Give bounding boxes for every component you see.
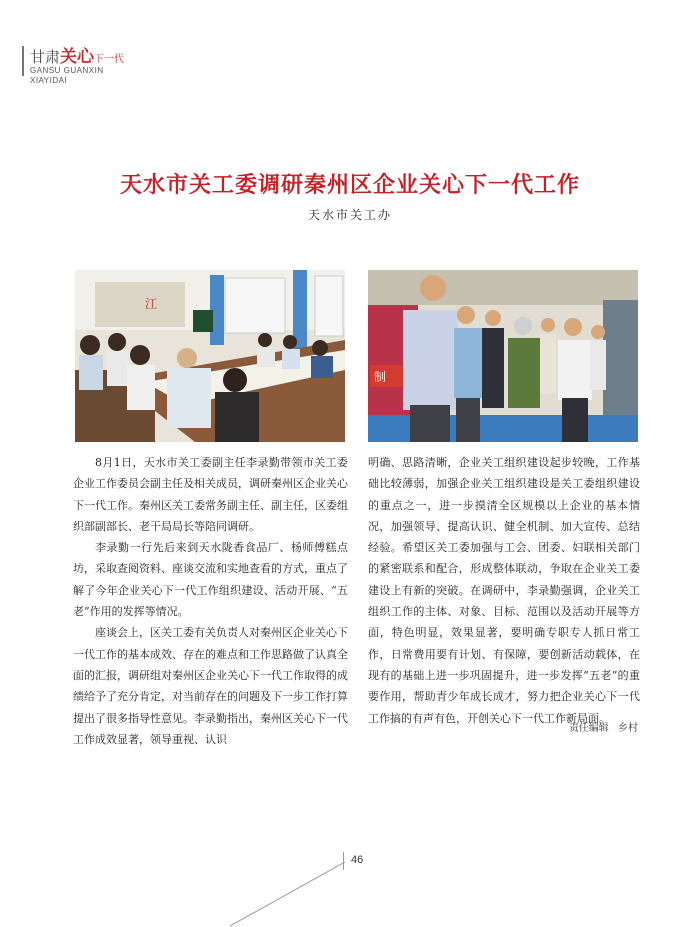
decorative-diagonal-line <box>230 862 350 927</box>
svg-text:江: 江 <box>145 297 158 311</box>
masthead-bar <box>22 46 24 76</box>
masthead-english-line1: GANSU GUANXIN <box>30 66 104 75</box>
svg-text:制: 制 <box>374 370 387 384</box>
article-right-column <box>368 452 640 729</box>
photo-meeting <box>75 270 345 442</box>
logo-part-3: 下一代 <box>94 54 125 65</box>
logo-part-2: 关心 <box>60 47 95 67</box>
paragraph-3: 座谈会上，区关工委有关负责人对秦州区企业关心下一代工作的基本成效、存在的难点和工作思路做了认真全面的汇报，调研组对秦州区企业关心下一代工作取得的成绩给予了充分肯定，对当前存在的问题及下一步工作打算提出了很多指导性意见。李录勤指出，秦州区关心下一代工作成效显著，领导重视、认识 <box>73 626 348 746</box>
meeting-photo-illustration <box>75 270 345 442</box>
logo-part-1: 甘肃 <box>30 48 61 66</box>
masthead-english <box>30 66 104 86</box>
masthead-english-line2: XIAYIDAI <box>30 76 68 85</box>
photo-site-visit <box>368 270 638 442</box>
article-title: 天水市关工委调研秦州区企业关心下一代工作 <box>119 172 580 198</box>
editor-credit: 责任编辑 乡村 <box>568 723 638 734</box>
page-number: 46 <box>351 854 364 866</box>
masthead <box>22 40 162 100</box>
paragraph-2: 李录勤一行先后来到天水陇香食品厂、杨师傅糕点坊，采取查阅资料、座谈交流和实地查看的方式，重点了解了今年企业关心下一代工作组织建设、活动开展、“五老”作用的发挥等情况。 <box>73 541 348 619</box>
paragraph-1: 8月1日，天水市关工委副主任李录勤带领市关工委企业工作委员会副主任及相关成员，调研秦州区企业关心下一代工作。秦州区关工委常务副主任、副主任，区委组织部副部长、老干局局长等陪同调研。 <box>73 456 348 533</box>
paragraph-4: 明确、思路清晰，企业关工组织建设起步较晚，工作基础比较薄弱，加强企业关工组织建设是关工委组织建设的重点之一，进一步摸清全区规模以上企业的基本情况，加强领导、提高认识、健全机制、加大宣传、总结经验。希望区关工委加强与工会、团委、妇联相关部门的紧密联系和配合，形成整体联动，争取在企业关工委建设上有新的突破。在调研中，李录勤强调，企业关工组织工作的主体、对象、目标、范围以及活动开展等方面，特色明显，效果显著，要明确专职专人抓日常工作，日常费用要有计划、有保障，要创新活动载体，在现有的基础上进一步巩固提升，进一步发挥“五老”的重要作用，帮助青少年成长成才，努力把企业关心下一代工作搞的有声有色，开创关心下一代工作新局面。 <box>368 456 640 725</box>
article-left-column <box>73 452 348 750</box>
article-author: 天水市关工办 <box>307 208 392 222</box>
masthead-logo <box>30 42 124 67</box>
site-visit-photo-illustration <box>368 270 638 442</box>
